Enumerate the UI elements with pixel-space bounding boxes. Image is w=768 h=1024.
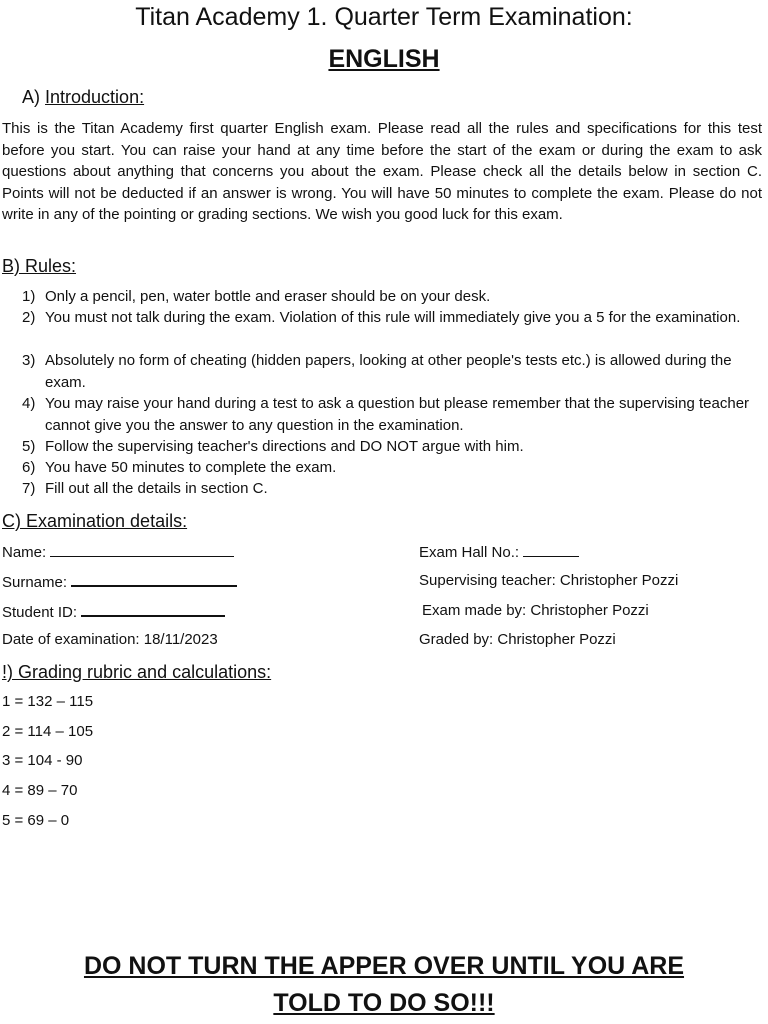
rule-text: Absolutely no form of cheating (hidden papers, looking at other people's tests etc.) is allowed during the exam. (45, 352, 732, 391)
rule-text: Only a pencil, pen, water bottle and eraser should be on your desk. (45, 288, 491, 305)
footer-warning-line-1: DO NOT TURN THE APPER OVER UNTIL YOU ARE (83, 952, 685, 980)
grade-row: 3 = 104 - 90 (2, 752, 83, 769)
rule-text: You must not talk during the exam. Violation of this rule will immediately give you a 5 for the examination. (45, 309, 741, 326)
rule-number: 5) (22, 438, 36, 455)
rules-heading-label: B) Rules: (2, 256, 77, 276)
rule-number: 6) (22, 459, 36, 476)
rule-number: 3) (22, 352, 36, 369)
rule-number: 1) (22, 288, 36, 305)
grading-heading (2, 661, 271, 683)
date-of-examination: Date of examination: 18/11/2023 (2, 631, 218, 648)
rule-item (22, 457, 762, 479)
grade-row: 1 = 132 – 115 (2, 693, 94, 710)
surname-blank-line[interactable] (71, 571, 237, 587)
grading-heading-label: !) Grading rubric and calculations: (2, 662, 272, 682)
exam-hall-field (419, 542, 579, 563)
name-label: Name: (2, 544, 47, 561)
intro-heading-prefix: A) (22, 87, 40, 107)
intro-heading-label: Introduction: (45, 87, 145, 107)
rule-number: 2) (22, 309, 36, 326)
exam-title: Titan Academy 1. Quarter Term Examination: (135, 3, 633, 31)
student-id-blank-line[interactable] (81, 601, 225, 617)
details-heading-label: C) Examination details: (2, 511, 188, 531)
supervising-teacher: Supervising teacher: Christopher Pozzi (419, 572, 679, 589)
rule-text: Fill out all the details in section C. (45, 480, 268, 497)
surname-label: Surname: (2, 574, 68, 591)
rule-text: You may raise your hand during a test to ask a question but please remember that the supervising teacher cannot give you the answer to any question in the examination. (45, 395, 750, 434)
graded-by: Graded by: Christopher Pozzi (419, 631, 616, 648)
exam-hall-blank-line[interactable] (523, 542, 579, 557)
grade-row: 2 = 114 – 105 (2, 723, 94, 740)
rule-item (22, 307, 762, 329)
name-field (2, 542, 234, 563)
footer-warning-line-2: TOLD TO DO SO!!! (273, 989, 495, 1017)
exam-subject: ENGLISH (328, 45, 440, 73)
student-id-label: Student ID: (2, 604, 78, 621)
surname-field (2, 571, 237, 593)
name-blank-line[interactable] (50, 542, 234, 557)
grade-row: 4 = 89 – 70 (2, 782, 78, 799)
rule-text: You have 50 minutes to complete the exam. (45, 459, 337, 476)
rule-item (22, 478, 762, 500)
rule-item (22, 350, 762, 393)
student-id-field (2, 601, 225, 623)
exam-made-by: Exam made by: Christopher Pozzi (422, 602, 649, 619)
exam-hall-label: Exam Hall No.: (419, 544, 520, 561)
rule-number: 7) (22, 480, 36, 497)
grade-row: 5 = 69 – 0 (2, 812, 70, 829)
rules-heading (2, 255, 76, 277)
intro-paragraph: This is the Titan Academy first quarter English exam. Please read all the rules and specifications for this test before you start. You can raise your hand at any time before the start of the exam or during the exam to ask questions about anything that concerns you about the exam. Please check all the details below in section C. Points will not be deducted if an answer is wrong. You will have 50 minutes to complete the exam. Please do not write in any of the pointing or grading sections. We wish you good luck for this exam. (2, 120, 762, 223)
rule-text: Follow the supervising teacher's directions and DO NOT argue with him. (45, 438, 524, 455)
rule-item (22, 436, 762, 458)
intro-heading (22, 86, 144, 108)
details-heading (2, 510, 187, 532)
rule-item (22, 393, 762, 436)
rule-number: 4) (22, 395, 36, 412)
rule-item (22, 286, 762, 308)
